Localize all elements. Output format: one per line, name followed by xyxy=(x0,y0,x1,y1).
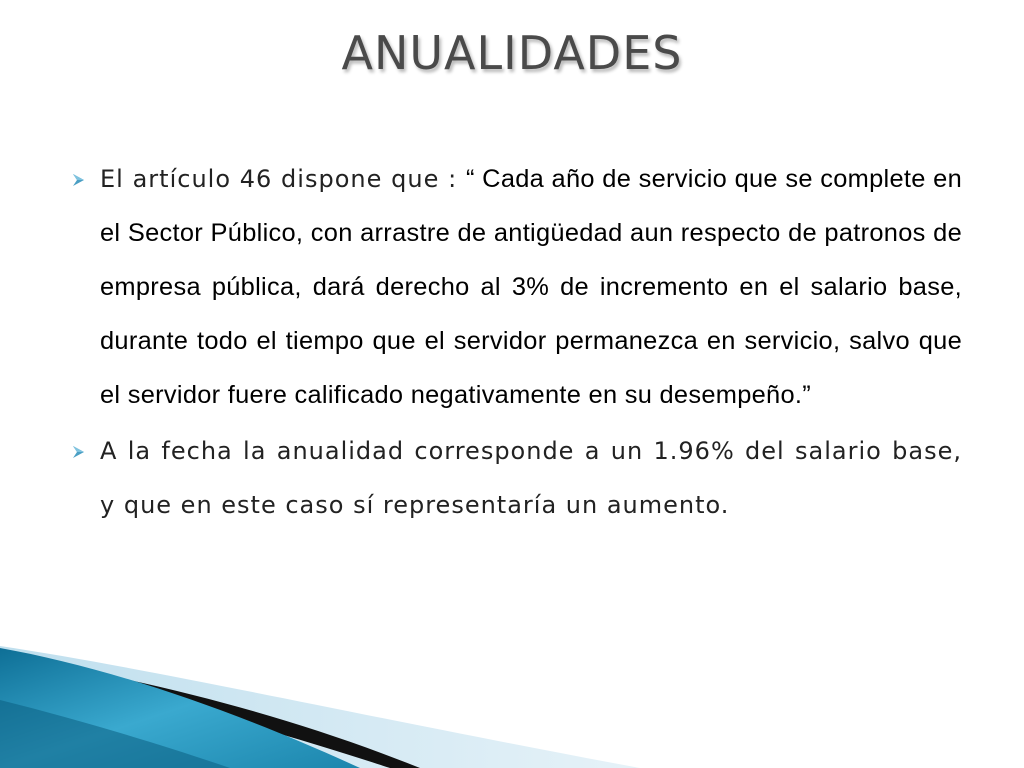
bullet-item-article-46 xyxy=(100,152,962,422)
bullet-list xyxy=(100,152,962,532)
arrow-bullet-icon xyxy=(72,173,86,187)
arrow-bullet-icon xyxy=(72,445,86,459)
corner-swoosh-decoration xyxy=(0,640,1024,768)
bullet-body-text: A la fecha la anualidad corresponde a un 1.96% del salario base, y que en este caso sí representaría un aumento. xyxy=(100,437,962,519)
bullet-lead-text: El artículo 46 dispone que : xyxy=(100,165,466,193)
bullet-item-current-rate xyxy=(100,424,962,532)
slide-title: ANUALIDADES xyxy=(341,26,683,80)
article-quote-text: “ Cada año de servicio que se complete en el Sector Público, con arrastre de antigüedad aun respecto de patronos de empresa pública, dará derecho al 3% de incremento en el salario base, durante todo el tiempo que el servidor permanezca en servicio, salvo que el servidor fuere calificado negativamente en su desempeño.” xyxy=(100,165,962,409)
